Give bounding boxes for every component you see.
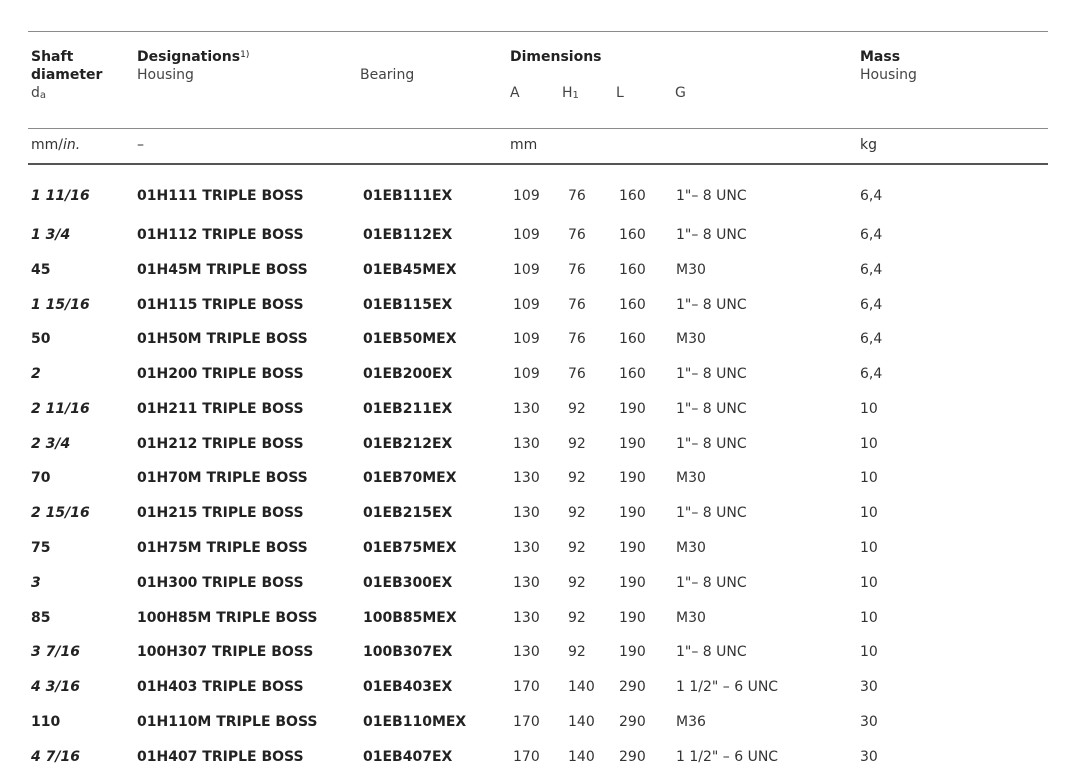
dimension-a-cell: 130 xyxy=(513,401,540,417)
table-row xyxy=(0,434,1089,454)
dimension-h1-cell: 76 xyxy=(568,188,586,204)
dimension-g-cell: 1 1/2" – 6 UNC xyxy=(676,749,779,765)
shaft-diameter-cell: 1 11/16 xyxy=(31,188,90,204)
housing-designation-cell: 01H407 TRIPLE BOSS xyxy=(137,749,304,765)
shaft-diameter-cell: 2 15/16 xyxy=(31,505,90,521)
mass-cell: 10 xyxy=(860,505,878,521)
bearing-designation-cell: 01EB111EX xyxy=(363,188,453,204)
dimension-l-cell: 190 xyxy=(619,436,646,452)
dimension-h1-cell: 76 xyxy=(568,331,586,347)
housing-designation-cell: 01H211 TRIPLE BOSS xyxy=(137,401,304,417)
bearing-designation-cell: 01EB50MEX xyxy=(363,331,457,347)
housing-designation-cell: 01H212 TRIPLE BOSS xyxy=(137,436,304,452)
dimension-a-cell: 130 xyxy=(513,540,540,556)
mass-cell: 6,4 xyxy=(860,188,883,204)
shaft-symbol: $d_a$ xyxy=(31,85,47,101)
bearing-designation-cell: 01EB215EX xyxy=(363,505,453,521)
mass-cell: 10 xyxy=(860,644,878,660)
mass-cell: 6,4 xyxy=(860,262,883,278)
table-row xyxy=(0,712,1089,732)
dimension-a-cell: 109 xyxy=(513,331,540,347)
dimension-h1-cell: 76 xyxy=(568,366,586,382)
housing-designation-cell: 01H215 TRIPLE BOSS xyxy=(137,505,304,521)
mass-cell: 30 xyxy=(860,749,878,765)
dimension-h1-cell: 76 xyxy=(568,262,586,278)
designations-unit: – xyxy=(137,137,144,153)
dimension-h1-cell: 92 xyxy=(568,401,586,417)
table-row xyxy=(0,608,1089,628)
shaft-diameter-cell: 2 xyxy=(31,366,41,382)
housing-designation-cell: 01H50M TRIPLE BOSS xyxy=(137,331,308,347)
dimension-l-cell: 290 xyxy=(619,714,646,730)
dimension-l-cell: 290 xyxy=(619,679,646,695)
shaft-diameter-cell: 2 11/16 xyxy=(31,401,90,417)
bearing-designation-cell: 01EB45MEX xyxy=(363,262,457,278)
housing-designation-cell: 100H85M TRIPLE BOSS xyxy=(137,610,318,626)
dimension-h1-cell: 92 xyxy=(568,540,586,556)
bearing-designation-cell: 01EB403EX xyxy=(363,679,453,695)
bearing-designation-cell: 01EB112EX xyxy=(363,227,453,243)
dimension-l-cell: 160 xyxy=(619,331,646,347)
dimension-h1-cell: 76 xyxy=(568,297,586,313)
dimension-g-cell: 1"– 8 UNC xyxy=(676,366,747,382)
dimension-l-cell: 160 xyxy=(619,297,646,313)
dimension-l-cell: 160 xyxy=(619,188,646,204)
table-row xyxy=(0,186,1089,206)
table-header-bottom-rule xyxy=(28,163,1048,165)
dimension-a-cell: 109 xyxy=(513,297,540,313)
housing-header: Housing xyxy=(137,67,194,83)
dimension-l-cell: 190 xyxy=(619,610,646,626)
dimension-l-cell: 190 xyxy=(619,470,646,486)
dimension-l-cell: 290 xyxy=(619,749,646,765)
dimension-h1-cell: 140 xyxy=(568,679,595,695)
dim-h1-header: $H_1$ xyxy=(562,85,579,101)
mass-cell: 10 xyxy=(860,575,878,591)
dimension-a-cell: 130 xyxy=(513,575,540,591)
mass-unit: kg xyxy=(860,137,877,153)
dimension-g-cell: 1"– 8 UNC xyxy=(676,297,747,313)
table-row xyxy=(0,468,1089,488)
dimension-h1-cell: 140 xyxy=(568,749,595,765)
dimension-a-cell: 130 xyxy=(513,436,540,452)
dimension-a-cell: 130 xyxy=(513,470,540,486)
dim-l-header: L xyxy=(616,85,624,101)
mass-cell: 10 xyxy=(860,436,878,452)
dimension-l-cell: 190 xyxy=(619,505,646,521)
dimension-g-cell: M30 xyxy=(676,470,706,486)
shaft-diameter-cell: 2 3/4 xyxy=(31,436,71,452)
housing-designation-cell: 01H115 TRIPLE BOSS xyxy=(137,297,304,313)
dimension-l-cell: 190 xyxy=(619,644,646,660)
housing-designation-cell: 01H75M TRIPLE BOSS xyxy=(137,540,308,556)
dim-g-header: G xyxy=(675,85,686,101)
bearing-designation-cell: 01EB70MEX xyxy=(363,470,457,486)
dimension-l-cell: 160 xyxy=(619,262,646,278)
shaft-diameter-cell: 110 xyxy=(31,714,61,730)
table-row xyxy=(0,503,1089,523)
dimension-g-cell: M30 xyxy=(676,331,706,347)
shaft-diameter-cell: 85 xyxy=(31,610,51,626)
bearing-designation-cell: 01EB110MEX xyxy=(363,714,467,730)
designations-header: Designations$^{1)}$ xyxy=(137,49,250,65)
dimension-g-cell: M30 xyxy=(676,540,706,556)
table-row xyxy=(0,538,1089,558)
bearing-designation-cell: 01EB212EX xyxy=(363,436,453,452)
bearing-designation-cell: 100B307EX xyxy=(363,644,453,660)
dimension-g-cell: 1 1/2" – 6 UNC xyxy=(676,679,779,695)
mass-cell: 10 xyxy=(860,470,878,486)
dimension-a-cell: 109 xyxy=(513,227,540,243)
table-row xyxy=(0,677,1089,697)
shaft-diameter-cell: 4 3/16 xyxy=(31,679,80,695)
dimension-l-cell: 190 xyxy=(619,401,646,417)
dimension-h1-cell: 92 xyxy=(568,575,586,591)
dimension-h1-cell: 92 xyxy=(568,610,586,626)
housing-designation-cell: 01H45M TRIPLE BOSS xyxy=(137,262,308,278)
housing-designation-cell: 01H110M TRIPLE BOSS xyxy=(137,714,318,730)
dimension-l-cell: 190 xyxy=(619,575,646,591)
table-row xyxy=(0,747,1089,767)
table-row xyxy=(0,642,1089,662)
housing-designation-cell: 01H403 TRIPLE BOSS xyxy=(137,679,304,695)
mass-cell: 30 xyxy=(860,679,878,695)
dimension-h1-cell: 76 xyxy=(568,227,586,243)
shaft-symbol-subscript: a xyxy=(39,90,47,101)
bearing-header: Bearing xyxy=(360,67,415,83)
dimension-h1-cell: 92 xyxy=(568,505,586,521)
housing-designation-cell: 01H70M TRIPLE BOSS xyxy=(137,470,308,486)
housing-designation-cell: 01H200 TRIPLE BOSS xyxy=(137,366,304,382)
dimension-h1-cell: 92 xyxy=(568,436,586,452)
mass-cell: 10 xyxy=(860,401,878,417)
dimension-g-cell: 1"– 8 UNC xyxy=(676,575,747,591)
mass-cell: 6,4 xyxy=(860,366,883,382)
shaft-header-line2: diameter xyxy=(31,67,103,83)
table-row xyxy=(0,399,1089,419)
dimension-h1-cell: 92 xyxy=(568,644,586,660)
mass-cell: 6,4 xyxy=(860,297,883,313)
bearing-designation-cell: 100B85MEX xyxy=(363,610,457,626)
dim-a-header: A xyxy=(510,85,520,101)
shaft-diameter-cell: 3 7/16 xyxy=(31,644,80,660)
dimension-g-cell: 1"– 8 UNC xyxy=(676,188,747,204)
shaft-unit: mm/in. xyxy=(31,137,81,153)
shaft-header-line1: Shaft xyxy=(31,49,74,65)
shaft-diameter-cell: 75 xyxy=(31,540,51,556)
bearing-designation-cell: 01EB75MEX xyxy=(363,540,457,556)
dimension-g-cell: 1"– 8 UNC xyxy=(676,505,747,521)
bearing-designation-cell: 01EB211EX xyxy=(363,401,453,417)
table-mid-rule xyxy=(28,128,1048,129)
housing-designation-cell: 100H307 TRIPLE BOSS xyxy=(137,644,314,660)
dimension-a-cell: 170 xyxy=(513,749,540,765)
mass-cell: 30 xyxy=(860,714,878,730)
dimensions-unit: mm xyxy=(510,137,538,153)
table-row xyxy=(0,573,1089,593)
housing-designation-cell: 01H112 TRIPLE BOSS xyxy=(137,227,304,243)
dimension-g-cell: M30 xyxy=(676,610,706,626)
housing-designation-cell: 01H111 TRIPLE BOSS xyxy=(137,188,304,204)
dimension-a-cell: 130 xyxy=(513,505,540,521)
mass-cell: 6,4 xyxy=(860,227,883,243)
dimension-g-cell: 1"– 8 UNC xyxy=(676,644,747,660)
dimensions-header: Dimensions xyxy=(510,49,602,65)
mass-housing-header: Housing xyxy=(860,67,917,83)
dimension-a-cell: 130 xyxy=(513,644,540,660)
dimension-a-cell: 170 xyxy=(513,714,540,730)
bearing-designation-cell: 01EB300EX xyxy=(363,575,453,591)
dimension-l-cell: 190 xyxy=(619,540,646,556)
shaft-diameter-cell: 70 xyxy=(31,470,51,486)
shaft-diameter-cell: 4 7/16 xyxy=(31,749,80,765)
dimension-g-cell: 1"– 8 UNC xyxy=(676,227,747,243)
dimension-g-cell: 1"– 8 UNC xyxy=(676,401,747,417)
dimension-h1-cell: 140 xyxy=(568,714,595,730)
dimension-l-cell: 160 xyxy=(619,366,646,382)
table-row xyxy=(0,329,1089,349)
dimension-g-cell: M30 xyxy=(676,262,706,278)
bearing-designation-cell: 01EB407EX xyxy=(363,749,453,765)
table-row xyxy=(0,260,1089,280)
dimension-g-cell: M36 xyxy=(676,714,706,730)
dimension-a-cell: 109 xyxy=(513,188,540,204)
shaft-diameter-cell: 45 xyxy=(31,262,51,278)
mass-header: Mass xyxy=(860,49,901,65)
shaft-diameter-cell: 1 3/4 xyxy=(31,227,71,243)
table-row xyxy=(0,225,1089,245)
shaft-diameter-cell: 1 15/16 xyxy=(31,297,90,313)
table-row xyxy=(0,295,1089,315)
mass-cell: 6,4 xyxy=(860,331,883,347)
housing-designation-cell: 01H300 TRIPLE BOSS xyxy=(137,575,304,591)
dimension-h1-cell: 92 xyxy=(568,470,586,486)
dimension-a-cell: 109 xyxy=(513,366,540,382)
dimension-l-cell: 160 xyxy=(619,227,646,243)
dimension-a-cell: 170 xyxy=(513,679,540,695)
dimension-a-cell: 130 xyxy=(513,610,540,626)
shaft-diameter-cell: 3 xyxy=(31,575,41,591)
shaft-diameter-cell: 50 xyxy=(31,331,51,347)
dimension-g-cell: 1"– 8 UNC xyxy=(676,436,747,452)
table-row xyxy=(0,364,1089,384)
dimension-a-cell: 109 xyxy=(513,262,540,278)
mass-cell: 10 xyxy=(860,540,878,556)
mass-cell: 10 xyxy=(860,610,878,626)
table-top-rule xyxy=(28,31,1048,32)
designations-footnote: 1) xyxy=(240,50,250,60)
bearing-designation-cell: 01EB115EX xyxy=(363,297,453,313)
bearing-designation-cell: 01EB200EX xyxy=(363,366,453,382)
